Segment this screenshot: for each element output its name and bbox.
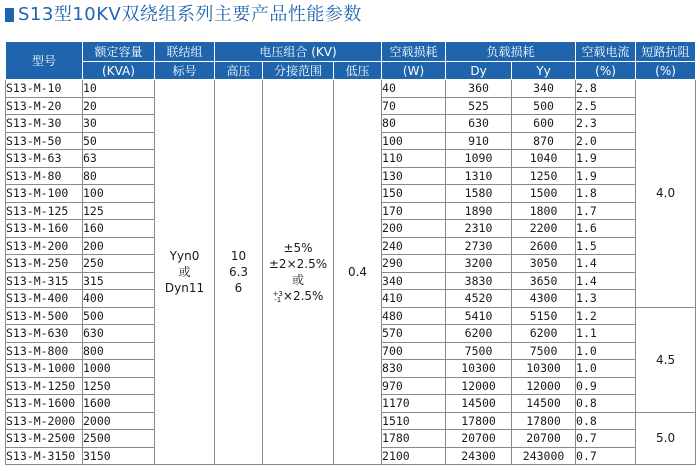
cell-noload-current: 0.7 xyxy=(576,430,636,448)
cell-noload-current: 1.9 xyxy=(576,167,636,185)
cell-noload-current: 1.0 xyxy=(576,360,636,378)
header-tap: 分接范围 xyxy=(263,62,334,80)
table-body xyxy=(6,80,696,465)
cell-load-loss-dy: 17800 xyxy=(446,412,512,430)
table-row xyxy=(6,80,696,98)
cell-low-voltage: 0.4 xyxy=(334,80,382,465)
cell-capacity: 1250 xyxy=(83,377,155,395)
cell-noload-loss: 200 xyxy=(382,220,446,238)
high-voltage-line: 10 xyxy=(230,249,247,263)
cell-load-loss-dy: 525 xyxy=(446,97,512,115)
cell-load-loss-dy: 1890 xyxy=(446,202,512,220)
cell-load-loss-dy: 1090 xyxy=(446,150,512,168)
cell-noload-current: 1.3 xyxy=(576,290,636,308)
cell-noload-loss: 80 xyxy=(382,115,446,133)
connection-group-line: Dyn11 xyxy=(164,281,205,295)
cell-load-loss-dy: 14500 xyxy=(446,395,512,413)
cell-model: S13-M-500 xyxy=(6,307,83,325)
cell-load-loss-yy: 14500 xyxy=(512,395,576,413)
cell-capacity: 63 xyxy=(83,150,155,168)
cell-capacity: 500 xyxy=(83,307,155,325)
tap-offset-bottom: -1 xyxy=(274,295,282,304)
cell-load-loss-dy: 4520 xyxy=(446,290,512,308)
header-noload-current: 空载电流 xyxy=(576,42,636,62)
cell-capacity: 2500 xyxy=(83,430,155,448)
page-title: S13型10KV双绕组系列主要产品性能参数 xyxy=(18,4,362,25)
cell-model: S13-M-50 xyxy=(6,132,83,150)
cell-model: S13-M-1600 xyxy=(6,395,83,413)
cell-load-loss-yy: 5150 xyxy=(512,307,576,325)
cell-model: S13-M-80 xyxy=(6,167,83,185)
cell-load-loss-dy: 1310 xyxy=(446,167,512,185)
cell-capacity: 125 xyxy=(83,202,155,220)
tap-range-line xyxy=(263,288,333,304)
cell-capacity: 250 xyxy=(83,255,155,273)
cell-model: S13-M-630 xyxy=(6,325,83,343)
header-current-unit: (%) xyxy=(576,62,636,80)
cell-load-loss-dy: 5410 xyxy=(446,307,512,325)
cell-noload-loss: 130 xyxy=(382,167,446,185)
cell-noload-current: 1.7 xyxy=(576,202,636,220)
high-voltage-line: 6 xyxy=(234,281,243,295)
cell-load-loss-yy: 1500 xyxy=(512,185,576,203)
cell-noload-current: 2.5 xyxy=(576,97,636,115)
header-model: 型号 xyxy=(6,42,83,80)
title-bullet-icon xyxy=(5,8,14,22)
cell-load-loss-dy: 6200 xyxy=(446,325,512,343)
cell-load-loss-yy: 20700 xyxy=(512,430,576,448)
cell-capacity: 2000 xyxy=(83,412,155,430)
cell-noload-loss: 110 xyxy=(382,150,446,168)
cell-noload-loss: 970 xyxy=(382,377,446,395)
cell-capacity: 1600 xyxy=(83,395,155,413)
header-group: 联结组 xyxy=(155,42,215,62)
cell-model: S13-M-100 xyxy=(6,185,83,203)
header-group-2: 标号 xyxy=(155,62,215,80)
cell-load-loss-yy: 600 xyxy=(512,115,576,133)
cell-model: S13-M-400 xyxy=(6,290,83,308)
cell-load-loss-yy: 1040 xyxy=(512,150,576,168)
cell-load-loss-yy: 7500 xyxy=(512,342,576,360)
header-yy: Yy xyxy=(512,62,576,80)
cell-load-loss-dy: 360 xyxy=(446,80,512,98)
spec-table xyxy=(5,41,696,465)
cell-model: S13-M-200 xyxy=(6,237,83,255)
table-header xyxy=(6,42,696,80)
cell-load-loss-yy: 500 xyxy=(512,97,576,115)
cell-load-loss-dy: 10300 xyxy=(446,360,512,378)
cell-capacity: 50 xyxy=(83,132,155,150)
tap-offset-stack xyxy=(273,291,283,303)
cell-noload-loss: 480 xyxy=(382,307,446,325)
cell-load-loss-yy: 2600 xyxy=(512,237,576,255)
cell-noload-loss: 150 xyxy=(382,185,446,203)
header-voltage: 电压组合 (KV) xyxy=(215,42,382,62)
header-lv: 低压 xyxy=(334,62,382,80)
cell-noload-current: 1.4 xyxy=(576,272,636,290)
cell-load-loss-yy: 2200 xyxy=(512,220,576,238)
cell-noload-current: 2.3 xyxy=(576,115,636,133)
cell-load-loss-dy: 1580 xyxy=(446,185,512,203)
cell-capacity: 100 xyxy=(83,185,155,203)
cell-noload-loss: 40 xyxy=(382,80,446,98)
cell-capacity: 200 xyxy=(83,237,155,255)
header-impedance-unit: (%) xyxy=(636,62,696,80)
cell-load-loss-yy: 1800 xyxy=(512,202,576,220)
cell-model: S13-M-2000 xyxy=(6,412,83,430)
cell-load-loss-yy: 870 xyxy=(512,132,576,150)
cell-capacity: 800 xyxy=(83,342,155,360)
cell-model: S13-M-63 xyxy=(6,150,83,168)
cell-model: S13-M-1000 xyxy=(6,360,83,378)
tap-range-line: ±5% xyxy=(283,241,313,255)
cell-model: S13-M-2500 xyxy=(6,430,83,448)
header-capacity-unit: (KVA) xyxy=(83,62,155,80)
cell-noload-current: 2.0 xyxy=(576,132,636,150)
cell-load-loss-dy: 3830 xyxy=(446,272,512,290)
cell-model: S13-M-250 xyxy=(6,255,83,273)
cell-high-voltage xyxy=(215,80,263,465)
cell-noload-loss: 240 xyxy=(382,237,446,255)
cell-load-loss-yy: 10300 xyxy=(512,360,576,378)
header-load-loss: 负载损耗 xyxy=(446,42,576,62)
cell-impedance: 4.0 xyxy=(636,80,696,308)
header-capacity: 额定容量 xyxy=(83,42,155,62)
cell-noload-current: 1.1 xyxy=(576,325,636,343)
cell-capacity: 160 xyxy=(83,220,155,238)
cell-noload-current: 0.8 xyxy=(576,412,636,430)
title-bar xyxy=(0,0,700,34)
cell-noload-loss: 570 xyxy=(382,325,446,343)
header-hv: 高压 xyxy=(215,62,263,80)
cell-load-loss-yy: 4300 xyxy=(512,290,576,308)
tap-range-line: 或 xyxy=(291,273,304,287)
cell-noload-current: 1.4 xyxy=(576,255,636,273)
cell-model: S13-M-10 xyxy=(6,80,83,98)
cell-noload-loss: 2100 xyxy=(382,447,446,465)
cell-capacity: 30 xyxy=(83,115,155,133)
cell-noload-loss: 830 xyxy=(382,360,446,378)
tap-range-line: ±2×2.5% xyxy=(268,257,328,271)
cell-noload-loss: 100 xyxy=(382,132,446,150)
cell-capacity: 20 xyxy=(83,97,155,115)
cell-noload-current: 1.9 xyxy=(576,150,636,168)
cell-load-loss-yy: 3650 xyxy=(512,272,576,290)
cell-load-loss-yy: 3050 xyxy=(512,255,576,273)
header-dy: Dy xyxy=(446,62,512,80)
tap-offset-top: +3 xyxy=(272,289,283,298)
cell-noload-loss: 410 xyxy=(382,290,446,308)
cell-load-loss-yy: 1250 xyxy=(512,167,576,185)
cell-load-loss-yy: 17800 xyxy=(512,412,576,430)
cell-capacity: 3150 xyxy=(83,447,155,465)
cell-capacity: 10 xyxy=(83,80,155,98)
cell-noload-current: 1.8 xyxy=(576,185,636,203)
cell-noload-loss: 1170 xyxy=(382,395,446,413)
cell-noload-loss: 170 xyxy=(382,202,446,220)
cell-impedance: 4.5 xyxy=(636,307,696,412)
cell-connection-group xyxy=(155,80,215,465)
cell-load-loss-dy: 630 xyxy=(446,115,512,133)
cell-noload-current: 1.6 xyxy=(576,220,636,238)
cell-capacity: 630 xyxy=(83,325,155,343)
cell-capacity: 315 xyxy=(83,272,155,290)
cell-noload-loss: 700 xyxy=(382,342,446,360)
cell-capacity: 80 xyxy=(83,167,155,185)
cell-load-loss-yy: 6200 xyxy=(512,325,576,343)
cell-model: S13-M-800 xyxy=(6,342,83,360)
cell-noload-loss: 1780 xyxy=(382,430,446,448)
cell-load-loss-dy: 2730 xyxy=(446,237,512,255)
cell-noload-loss: 70 xyxy=(382,97,446,115)
cell-noload-loss: 340 xyxy=(382,272,446,290)
cell-load-loss-dy: 24300 xyxy=(446,447,512,465)
cell-noload-current: 0.7 xyxy=(576,447,636,465)
cell-model: S13-M-315 xyxy=(6,272,83,290)
cell-load-loss-dy: 20700 xyxy=(446,430,512,448)
cell-model: S13-M-20 xyxy=(6,97,83,115)
cell-load-loss-yy: 12000 xyxy=(512,377,576,395)
cell-noload-current: 1.2 xyxy=(576,307,636,325)
cell-model: S13-M-160 xyxy=(6,220,83,238)
cell-load-loss-yy: 243000 xyxy=(512,447,576,465)
cell-load-loss-dy: 910 xyxy=(446,132,512,150)
tap-range-multiplier: ×2.5% xyxy=(282,289,324,303)
cell-noload-current: 0.8 xyxy=(576,395,636,413)
cell-impedance: 5.0 xyxy=(636,412,696,465)
cell-load-loss-dy: 3200 xyxy=(446,255,512,273)
cell-capacity: 1000 xyxy=(83,360,155,378)
connection-group-line: 或 xyxy=(178,265,191,279)
cell-load-loss-yy: 340 xyxy=(512,80,576,98)
cell-capacity: 400 xyxy=(83,290,155,308)
cell-noload-loss: 290 xyxy=(382,255,446,273)
cell-noload-loss: 1510 xyxy=(382,412,446,430)
cell-model: S13-M-1250 xyxy=(6,377,83,395)
cell-noload-current: 1.0 xyxy=(576,342,636,360)
cell-noload-current: 0.9 xyxy=(576,377,636,395)
cell-load-loss-dy: 2310 xyxy=(446,220,512,238)
cell-load-loss-dy: 7500 xyxy=(446,342,512,360)
connection-group-line: Yyn0 xyxy=(169,249,200,263)
cell-noload-current: 1.5 xyxy=(576,237,636,255)
cell-load-loss-dy: 12000 xyxy=(446,377,512,395)
header-noload-loss: 空载损耗 xyxy=(382,42,446,62)
header-noload-unit: (W) xyxy=(382,62,446,80)
cell-model: S13-M-125 xyxy=(6,202,83,220)
cell-model: S13-M-3150 xyxy=(6,447,83,465)
high-voltage-line: 6.3 xyxy=(228,265,249,279)
cell-tap-range xyxy=(263,80,334,465)
header-impedance: 短路抗阻 xyxy=(636,42,696,62)
cell-model: S13-M-30 xyxy=(6,115,83,133)
cell-noload-current: 2.8 xyxy=(576,80,636,98)
